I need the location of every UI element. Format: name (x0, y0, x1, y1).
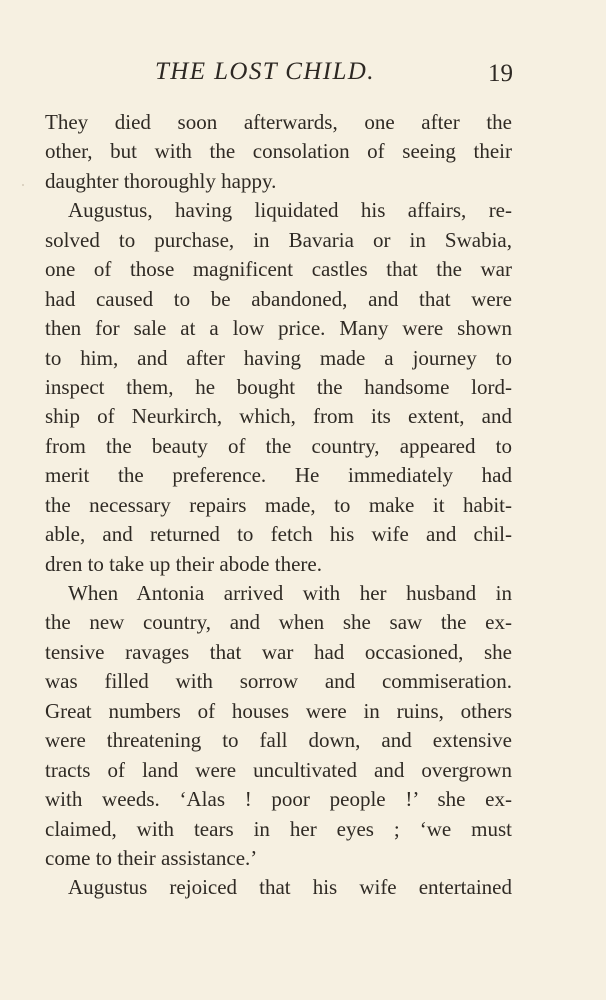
page-number: 19 (488, 60, 513, 87)
text-line: were threatening to fall down, and extensive (45, 728, 512, 753)
text-line: then for sale at a low price. Many were shown (45, 316, 512, 341)
text-line: able, and returned to fetch his wife and chil- (45, 522, 512, 547)
text-line: ship of Neurkirch, which, from its extent, and (45, 404, 512, 429)
text-line: had caused to be abandoned, and that were (45, 286, 512, 311)
text-line: was filled with sorrow and commiseration. (45, 669, 512, 694)
body-text (45, 108, 512, 903)
text-line: claimed, with tears in her eyes ; ‘we must (45, 816, 512, 841)
text-line: with weeds. ‘Alas ! poor people !’ she ex- (45, 787, 512, 812)
text-line: tensive ravages that war had occasioned, she (45, 639, 512, 664)
text-line: to him, and after having made a journey to (45, 345, 512, 370)
text-line: the new country, and when she saw the ex- (45, 610, 512, 635)
text-line: When Antonia arrived with her husband in (68, 581, 512, 605)
text-line: inspect them, he bought the handsome lord- (45, 374, 512, 399)
paper-speck (22, 184, 24, 186)
text-line: from the beauty of the country, appeared to (45, 433, 512, 458)
text-line: Augustus rejoiced that his wife entertained (68, 875, 512, 900)
text-line: They died soon afterwards, one after the (45, 110, 512, 134)
text-line: Augustus, having liquidated his affairs, re- (68, 198, 512, 223)
text-line: tracts of land were uncultivated and overgrown (45, 757, 512, 782)
page-header (45, 58, 517, 92)
text-line: solved to purchase, in Bavaria or in Swabia, (45, 227, 512, 252)
text-line: other, but with the consolation of seeing their (45, 139, 512, 164)
text-line: merit the preference. He immediately had (45, 463, 512, 488)
running-title: THE LOST CHILD. (155, 58, 375, 85)
text-line: dren to take up their abode there. (45, 551, 322, 576)
text-line: Great numbers of houses were in ruins, others (45, 698, 512, 723)
text-line: the necessary repairs made, to make it habit- (45, 492, 512, 517)
text-line: daughter thoroughly happy. (45, 168, 277, 193)
text-line: one of those magnificent castles that the war (45, 257, 512, 282)
text-line: come to their assistance.’ (45, 845, 258, 870)
